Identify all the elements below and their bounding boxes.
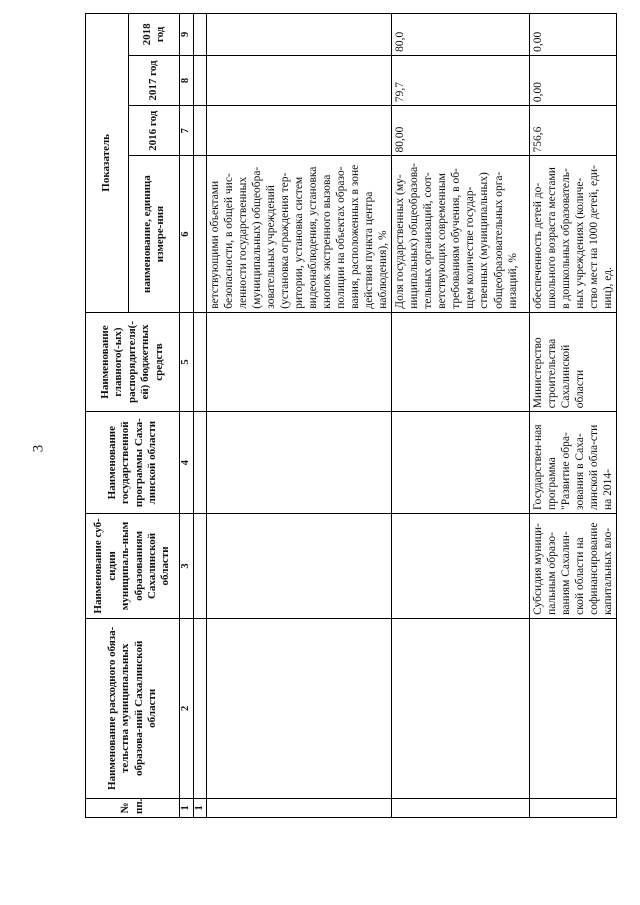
indicator-cell: обеспеченность детей до-школьного возраста местами в дошкольных образователь-ных учреждениях (количе-ство мест на 1000 детей, еди-ниц), ед. xyxy=(530,156,617,312)
value-2018 xyxy=(207,14,392,56)
row-number xyxy=(392,798,530,817)
row-number: 1 xyxy=(194,798,207,817)
table-row xyxy=(530,14,617,818)
distributor-cell: Министерство строительства Сахалинской области xyxy=(530,312,617,412)
header-program: Наименование государственной программы Саха-линской области xyxy=(86,412,180,514)
header-distributor: Наименование главного(-ых) распорядителя(-ей) бюджетных средств xyxy=(86,312,180,412)
expenditure-cell xyxy=(207,618,392,798)
column-index: 5 xyxy=(180,312,194,412)
value-2017: 79,7 xyxy=(392,55,530,105)
header-year-2016: 2016 год xyxy=(129,106,180,156)
row-number xyxy=(207,798,392,817)
subsidy-cell xyxy=(194,513,207,618)
value-2017: 0,00 xyxy=(530,55,617,105)
program-cell xyxy=(392,412,530,514)
header-subsidy: Наименование суб-сидии муниципаль-ным образованиям Сахалинской области xyxy=(86,513,180,618)
value-2017 xyxy=(194,55,207,105)
column-index: 7 xyxy=(180,106,194,156)
value-2018: 0,00 xyxy=(530,14,617,56)
indicator-table xyxy=(85,13,617,818)
subsidy-cell: Субсидия муници-пальным образо-ваниям Сахалин-ской области на софинансирование капитальных вло- xyxy=(530,513,617,618)
distributor-cell xyxy=(392,312,530,412)
column-index: 8 xyxy=(180,55,194,105)
program-cell xyxy=(194,412,207,514)
program-cell xyxy=(207,412,392,514)
subsidy-cell xyxy=(207,513,392,618)
header-indicator-name: наименование, единица измере-ния xyxy=(129,156,180,312)
table-row xyxy=(194,14,207,818)
indicator-cell: ветствующими объектами безопасности, в общей чис-ленности государственных (муниципальных) общеобра-зовательных учреждений (установка ограждения тер-ритории, установка систем видеонаблюдения, установка кнопок экстренного вызова полиции на объектах образо-вания, расположенных в зоне действия пункта центра наблюдения), % xyxy=(207,156,392,312)
column-index: 2 xyxy=(180,618,194,798)
header-number: № пп. xyxy=(86,798,180,817)
value-2016: 80,00 xyxy=(392,106,530,156)
header-year-2018: 2018 год xyxy=(129,14,180,56)
column-index: 9 xyxy=(180,14,194,56)
column-index: 4 xyxy=(180,412,194,514)
subsidy-cell xyxy=(392,513,530,618)
expenditure-cell xyxy=(194,618,207,798)
indicator-cell xyxy=(194,156,207,312)
column-index: 1 xyxy=(180,798,194,817)
expenditure-cell xyxy=(392,618,530,798)
program-cell: Государствен-ная программа "Развитие обра-зования в Саха-линской обла-сти на 2014- xyxy=(530,412,617,514)
distributor-cell xyxy=(194,312,207,412)
rotated-table-sheet xyxy=(85,13,615,818)
header-year-2017: 2017 год xyxy=(129,55,180,105)
header-expenditure: Наименование расходного обяза-тельства муниципальных образова-ний Сахалинской области xyxy=(86,618,180,798)
column-index: 6 xyxy=(180,156,194,312)
column-index: 3 xyxy=(180,513,194,618)
table-row xyxy=(392,14,530,818)
header-indicator-group: Показатель xyxy=(86,14,129,313)
table-row xyxy=(207,14,392,818)
value-2017 xyxy=(207,55,392,105)
value-2018: 80,0 xyxy=(392,14,530,56)
value-2016 xyxy=(207,106,392,156)
value-2016 xyxy=(194,106,207,156)
distributor-cell xyxy=(207,312,392,412)
value-2018 xyxy=(194,14,207,56)
row-number xyxy=(530,798,617,817)
page-number: 3 xyxy=(30,444,47,453)
value-2016: 756,6 xyxy=(530,106,617,156)
expenditure-cell xyxy=(530,618,617,798)
indicator-cell: Доля государственных (му-ниципальных) общеобразова-тельных организаций, соот-ветствующих современным требованиям обучения, в об-щем количестве государ-ственных (муниципальных) общеобразовательных орга-низаций, % xyxy=(392,156,530,312)
